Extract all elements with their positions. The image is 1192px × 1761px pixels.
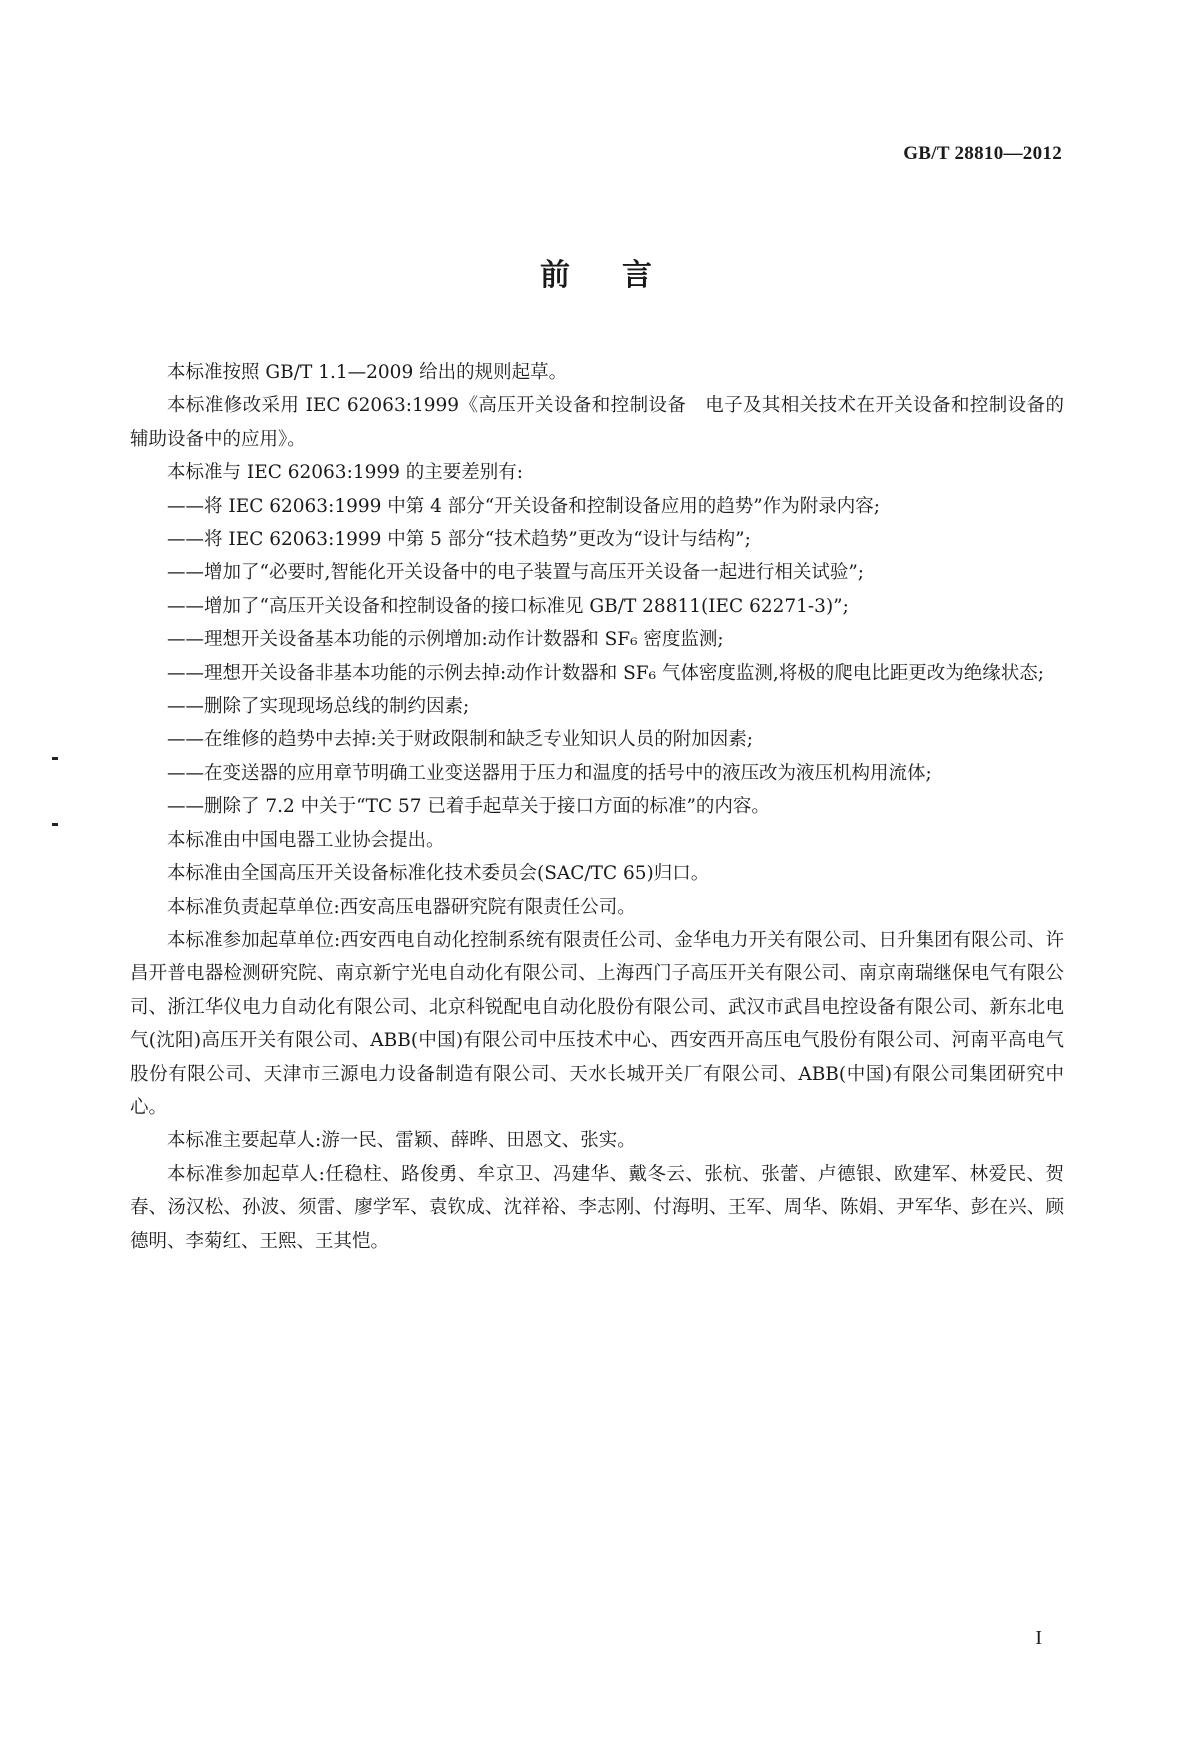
list-item: ——理想开关设备非基本功能的示例去掉:动作计数器和 SF₆ 气体密度监测,将极的爬电比距更改为绝缘状态; [167, 662, 1045, 684]
scan-mark [52, 757, 58, 760]
paragraph: 本标准主要起草人:游一民、雷颖、薛晔、田恩文、张实。 [167, 1130, 636, 1152]
list-item: ——将 IEC 62063:1999 中第 5 部分“技术趋势”更改为“设计与结构”; [167, 529, 751, 551]
page-number: I [1035, 1627, 1042, 1649]
paragraph: 本标准修改采用 IEC 62063:1999《高压开关设备和控制设备 电子及其相关技术在开关设备和控制设备的辅助设备中的应用》。 [130, 395, 1064, 450]
list-item: ——增加了“高压开关设备和控制设备的接口标准见 GB/T 28811(IEC 62271-3)”; [167, 595, 849, 617]
list-item: ——在维修的趋势中去掉:关于财政限制和缺乏专业知识人员的附加因素; [167, 729, 753, 751]
paragraph: 本标准由中国电器工业协会提出。 [167, 829, 445, 851]
paragraph: 本标准参加起草单位:西安西电自动化控制系统有限责任公司、金华电力开关有限公司、日升集团有限公司、许昌开普电器检测研究院、南京新宁光电自动化有限公司、上海西门子高压开关有限公司、南京南瑞继保电气有限公司、浙江华仪电力自动化有限公司、北京科锐配电自动化股份有限公司、武汉市武昌电控设备有限公司、新东北电气(沈阳)高压开关有限公司、ABB(中国)有限公司中压技术中心、西安西开高压电气股份有限公司、河南平高电气股份有限公司、天津市三源电力设备制造有限公司、天水长城开关厂有限公司、ABB(中国)有限公司集团研究中心。 [130, 929, 1064, 1118]
list-item: ——删除了 7.2 中关于“TC 57 已着手起草关于接口方面的标准”的内容。 [167, 796, 770, 818]
paragraph: 本标准参加起草人:任稳柱、路俊勇、牟京卫、冯建华、戴冬云、张杭、张蕾、卢德银、欧建军、林爱民、贺春、汤汉松、孙波、须雷、廖学军、袁钦成、沈祥裕、李志刚、付海明、王军、周华、陈娟、尹军华、彭在兴、顾德明、李菊红、王熙、王其恺。 [130, 1163, 1064, 1252]
list-item: ——将 IEC 62063:1999 中第 4 部分“开关设备和控制设备应用的趋势”作为附录内容; [167, 495, 880, 517]
scan-mark [52, 823, 58, 826]
list-item: ——理想开关设备基本功能的示例增加:动作计数器和 SF₆ 密度监测; [167, 629, 724, 651]
paragraph: 本标准由全国高压开关设备标准化技术委员会(SAC/TC 65)归口。 [167, 863, 710, 885]
list-item: ——在变送器的应用章节明确工业变送器用于压力和温度的括号中的液压改为液压机构用流体; [167, 762, 932, 784]
standard-number: GB/T 28810—2012 [903, 143, 1062, 164]
paragraph: 本标准按照 GB/T 1.1—2009 给出的规则起草。 [167, 362, 568, 383]
paragraph: 本标准负责起草单位:西安高压电器研究院有限责任公司。 [167, 896, 636, 918]
document-body [130, 356, 1064, 1258]
paragraph: 本标准与 IEC 62063:1999 的主要差别有: [167, 462, 524, 484]
page-title: 前言 [540, 258, 704, 293]
list-item: ——增加了“必要时,智能化开关设备中的电子装置与高压开关设备一起进行相关试验”; [167, 562, 865, 584]
list-item: ——删除了实现现场总线的制约因素; [167, 696, 470, 718]
